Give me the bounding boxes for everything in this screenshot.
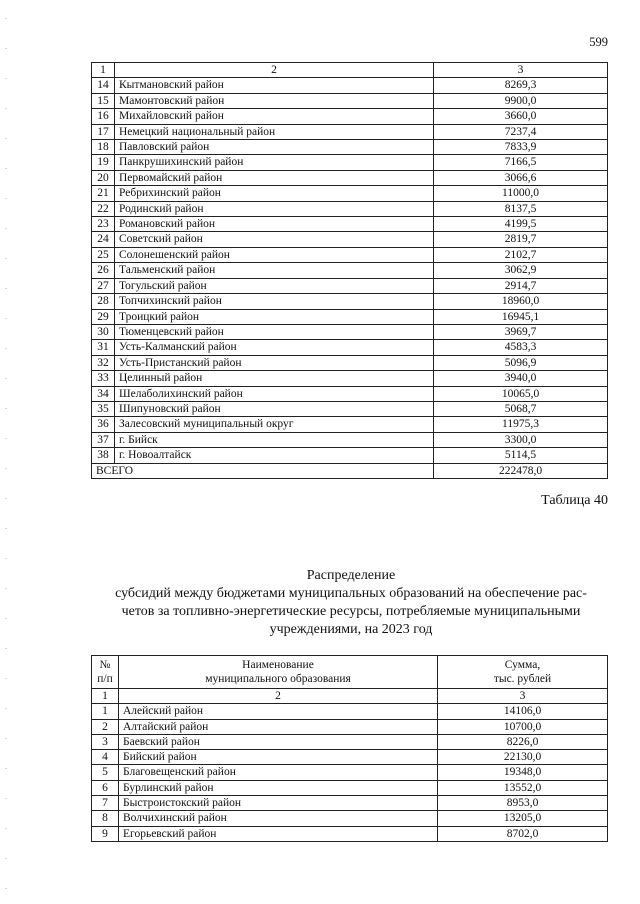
table-row: [92, 340, 608, 355]
amount-value: 3300,0: [434, 432, 608, 447]
table-row: [92, 247, 608, 262]
title-line: учреждениями, на 2023 год: [269, 622, 433, 637]
municipality-name: Алейский район: [119, 704, 438, 719]
amount-value: 19348,0: [438, 765, 608, 780]
row-number: 5: [92, 765, 119, 780]
table-row: [92, 140, 608, 155]
row-number: 15: [92, 93, 115, 108]
table-row: [92, 417, 608, 432]
total-row: [92, 463, 608, 478]
municipality-name: г. Новоалтайск: [115, 448, 434, 463]
amount-value: 3940,0: [434, 371, 608, 386]
row-number: 30: [92, 324, 115, 339]
page-number: 599: [589, 35, 608, 49]
document-title: [86, 567, 616, 639]
amount-value: 10700,0: [438, 719, 608, 734]
amount-value: 8702,0: [438, 826, 608, 841]
title-line: четов за топливно-энергетические ресурсы, потребляемые муниципальными: [121, 604, 581, 619]
title-line: субсидий между бюджетами муниципальных образований на обеспечение рас-: [115, 586, 587, 601]
header-text: тыс. рублей: [493, 673, 552, 685]
amount-value: 4199,5: [434, 217, 608, 232]
municipality-name: Родинский район: [115, 201, 434, 216]
header-cell-sum: [438, 656, 608, 689]
table-row: [92, 109, 608, 124]
table-row: [92, 93, 608, 108]
municipality-name: Немецкий национальный район: [115, 124, 434, 139]
column-number: 3: [438, 689, 608, 704]
municipality-name: Баевский район: [119, 734, 438, 749]
row-number: 8: [92, 811, 119, 826]
amount-value: 5096,9: [434, 355, 608, 370]
table-row: [92, 796, 608, 811]
amount-value: 14106,0: [438, 704, 608, 719]
municipality-name: Быстроистокский район: [119, 796, 438, 811]
municipality-name: Усть-Пристанский район: [115, 355, 434, 370]
amount-value: 5114,5: [434, 448, 608, 463]
row-number: 2: [92, 719, 119, 734]
table-row: [92, 201, 608, 216]
municipality-name: Тюменцевский район: [115, 324, 434, 339]
table-row: [92, 750, 608, 765]
table-row: [92, 278, 608, 293]
amount-value: 16945,1: [434, 309, 608, 324]
subsidy-distribution-table: [91, 655, 608, 842]
municipality-name: Волчихинский район: [119, 811, 438, 826]
amount-value: 3969,7: [434, 324, 608, 339]
municipality-name: Солонешенский район: [115, 247, 434, 262]
municipality-name: Бийский район: [119, 750, 438, 765]
amount-value: 13205,0: [438, 811, 608, 826]
row-number: 35: [92, 401, 115, 416]
municipality-name: Топчихинский район: [115, 294, 434, 309]
amount-value: 3066,6: [434, 170, 608, 185]
table-row: [92, 448, 608, 463]
municipality-name: Романовский район: [115, 217, 434, 232]
table-row: [92, 371, 608, 386]
row-number: 3: [92, 734, 119, 749]
table-row: [92, 324, 608, 339]
row-number: 27: [92, 278, 115, 293]
table-header-row: [92, 63, 608, 78]
table-row: [92, 232, 608, 247]
table-row: [92, 765, 608, 780]
row-number: 24: [92, 232, 115, 247]
row-number: 25: [92, 247, 115, 262]
municipality-name: Первомайский район: [115, 170, 434, 185]
row-number: 20: [92, 170, 115, 185]
table-row: [92, 401, 608, 416]
table-row: [92, 170, 608, 185]
amount-value: 8226,0: [438, 734, 608, 749]
municipality-name: Егорьевский район: [119, 826, 438, 841]
amount-value: 8953,0: [438, 796, 608, 811]
row-number: 14: [92, 78, 115, 93]
municipality-name: Троицкий район: [115, 309, 434, 324]
amount-value: 8137,5: [434, 201, 608, 216]
table-row: [92, 704, 608, 719]
row-number: 28: [92, 294, 115, 309]
table-row: [92, 719, 608, 734]
column-number: 2: [119, 689, 438, 704]
header-text: Сумма,: [504, 659, 541, 671]
header-cell: 1: [92, 63, 115, 78]
table-row: [92, 309, 608, 324]
header-text: п/п: [97, 673, 113, 685]
row-number: 19: [92, 155, 115, 170]
row-number: 18: [92, 140, 115, 155]
row-number: 4: [92, 750, 119, 765]
amount-value: 2819,7: [434, 232, 608, 247]
row-number: 9: [92, 826, 119, 841]
row-number: 7: [92, 796, 119, 811]
municipality-name: Алтайский район: [119, 719, 438, 734]
table-row: [92, 217, 608, 232]
table-label: Таблица 40: [541, 493, 608, 508]
row-number: 31: [92, 340, 115, 355]
table-row: [92, 78, 608, 93]
municipality-name: Панкрушихинский район: [115, 155, 434, 170]
row-number: 37: [92, 432, 115, 447]
amount-value: 13552,0: [438, 780, 608, 795]
total-value: 222478,0: [434, 463, 608, 478]
row-number: 21: [92, 186, 115, 201]
municipality-name: Бурлинский район: [119, 780, 438, 795]
amount-value: 7166,5: [434, 155, 608, 170]
table-header-row: [92, 656, 608, 689]
municipality-name: Шипуновский район: [115, 401, 434, 416]
table-row: [92, 155, 608, 170]
header-cell: 2: [115, 63, 434, 78]
municipality-name: Усть-Калманский район: [115, 340, 434, 355]
municipality-name: Шелаболихинский район: [115, 386, 434, 401]
municipality-name: Тальменский район: [115, 263, 434, 278]
row-number: 29: [92, 309, 115, 324]
municipality-name: Ребрихинский район: [115, 186, 434, 201]
amount-value: 10065,0: [434, 386, 608, 401]
municipality-name: Благовещенский район: [119, 765, 438, 780]
column-number: 1: [92, 689, 119, 704]
header-text: Наименование: [242, 659, 314, 671]
municipality-name: Кытмановский район: [115, 78, 434, 93]
amount-value: 22130,0: [438, 750, 608, 765]
amount-value: 2914,7: [434, 278, 608, 293]
row-number: 17: [92, 124, 115, 139]
amount-value: 7237,4: [434, 124, 608, 139]
amount-value: 7833,9: [434, 140, 608, 155]
table-row: [92, 432, 608, 447]
municipality-name: Советский район: [115, 232, 434, 247]
row-number: 16: [92, 109, 115, 124]
total-label: ВСЕГО: [92, 463, 434, 478]
table-row: [92, 826, 608, 841]
row-number: 6: [92, 780, 119, 795]
amount-value: 9900,0: [434, 93, 608, 108]
row-number: 34: [92, 386, 115, 401]
table-row: [92, 811, 608, 826]
table-row: [92, 263, 608, 278]
row-number: 33: [92, 371, 115, 386]
row-number: 38: [92, 448, 115, 463]
amount-value: 2102,7: [434, 247, 608, 262]
municipality-name: Залесовский муниципальный округ: [115, 417, 434, 432]
row-number: 23: [92, 217, 115, 232]
municipality-name: Михайловский район: [115, 109, 434, 124]
table-row: [92, 355, 608, 370]
municipality-name: Целинный район: [115, 371, 434, 386]
amount-value: 4583,3: [434, 340, 608, 355]
row-number: 32: [92, 355, 115, 370]
title-line: Распределение: [306, 568, 396, 583]
header-cell-name: [119, 656, 438, 689]
row-number: 22: [92, 201, 115, 216]
table-row: [92, 734, 608, 749]
table-row: [92, 780, 608, 795]
table-row: [92, 124, 608, 139]
amount-value: 3062,9: [434, 263, 608, 278]
header-cell: 3: [434, 63, 608, 78]
municipality-name: Мамонтовский район: [115, 93, 434, 108]
amount-value: 18960,0: [434, 294, 608, 309]
row-number: 36: [92, 417, 115, 432]
amount-value: 11975,3: [434, 417, 608, 432]
header-cell-number: [92, 656, 119, 689]
amount-value: 8269,3: [434, 78, 608, 93]
header-text: муниципального образования: [205, 673, 351, 685]
column-number-row: [92, 689, 608, 704]
municipality-name: Тогульский район: [115, 278, 434, 293]
row-number: 26: [92, 263, 115, 278]
amount-value: 3660,0: [434, 109, 608, 124]
subsidy-table-continued: [91, 62, 608, 479]
municipality-name: Павловский район: [115, 140, 434, 155]
table-row: [92, 386, 608, 401]
amount-value: 5068,7: [434, 401, 608, 416]
header-text: №: [99, 659, 111, 671]
table-row: [92, 294, 608, 309]
table-row: [92, 186, 608, 201]
municipality-name: г. Бийск: [115, 432, 434, 447]
amount-value: 11000,0: [434, 186, 608, 201]
row-number: 1: [92, 704, 119, 719]
scan-margin-marks: [5, 0, 7, 904]
